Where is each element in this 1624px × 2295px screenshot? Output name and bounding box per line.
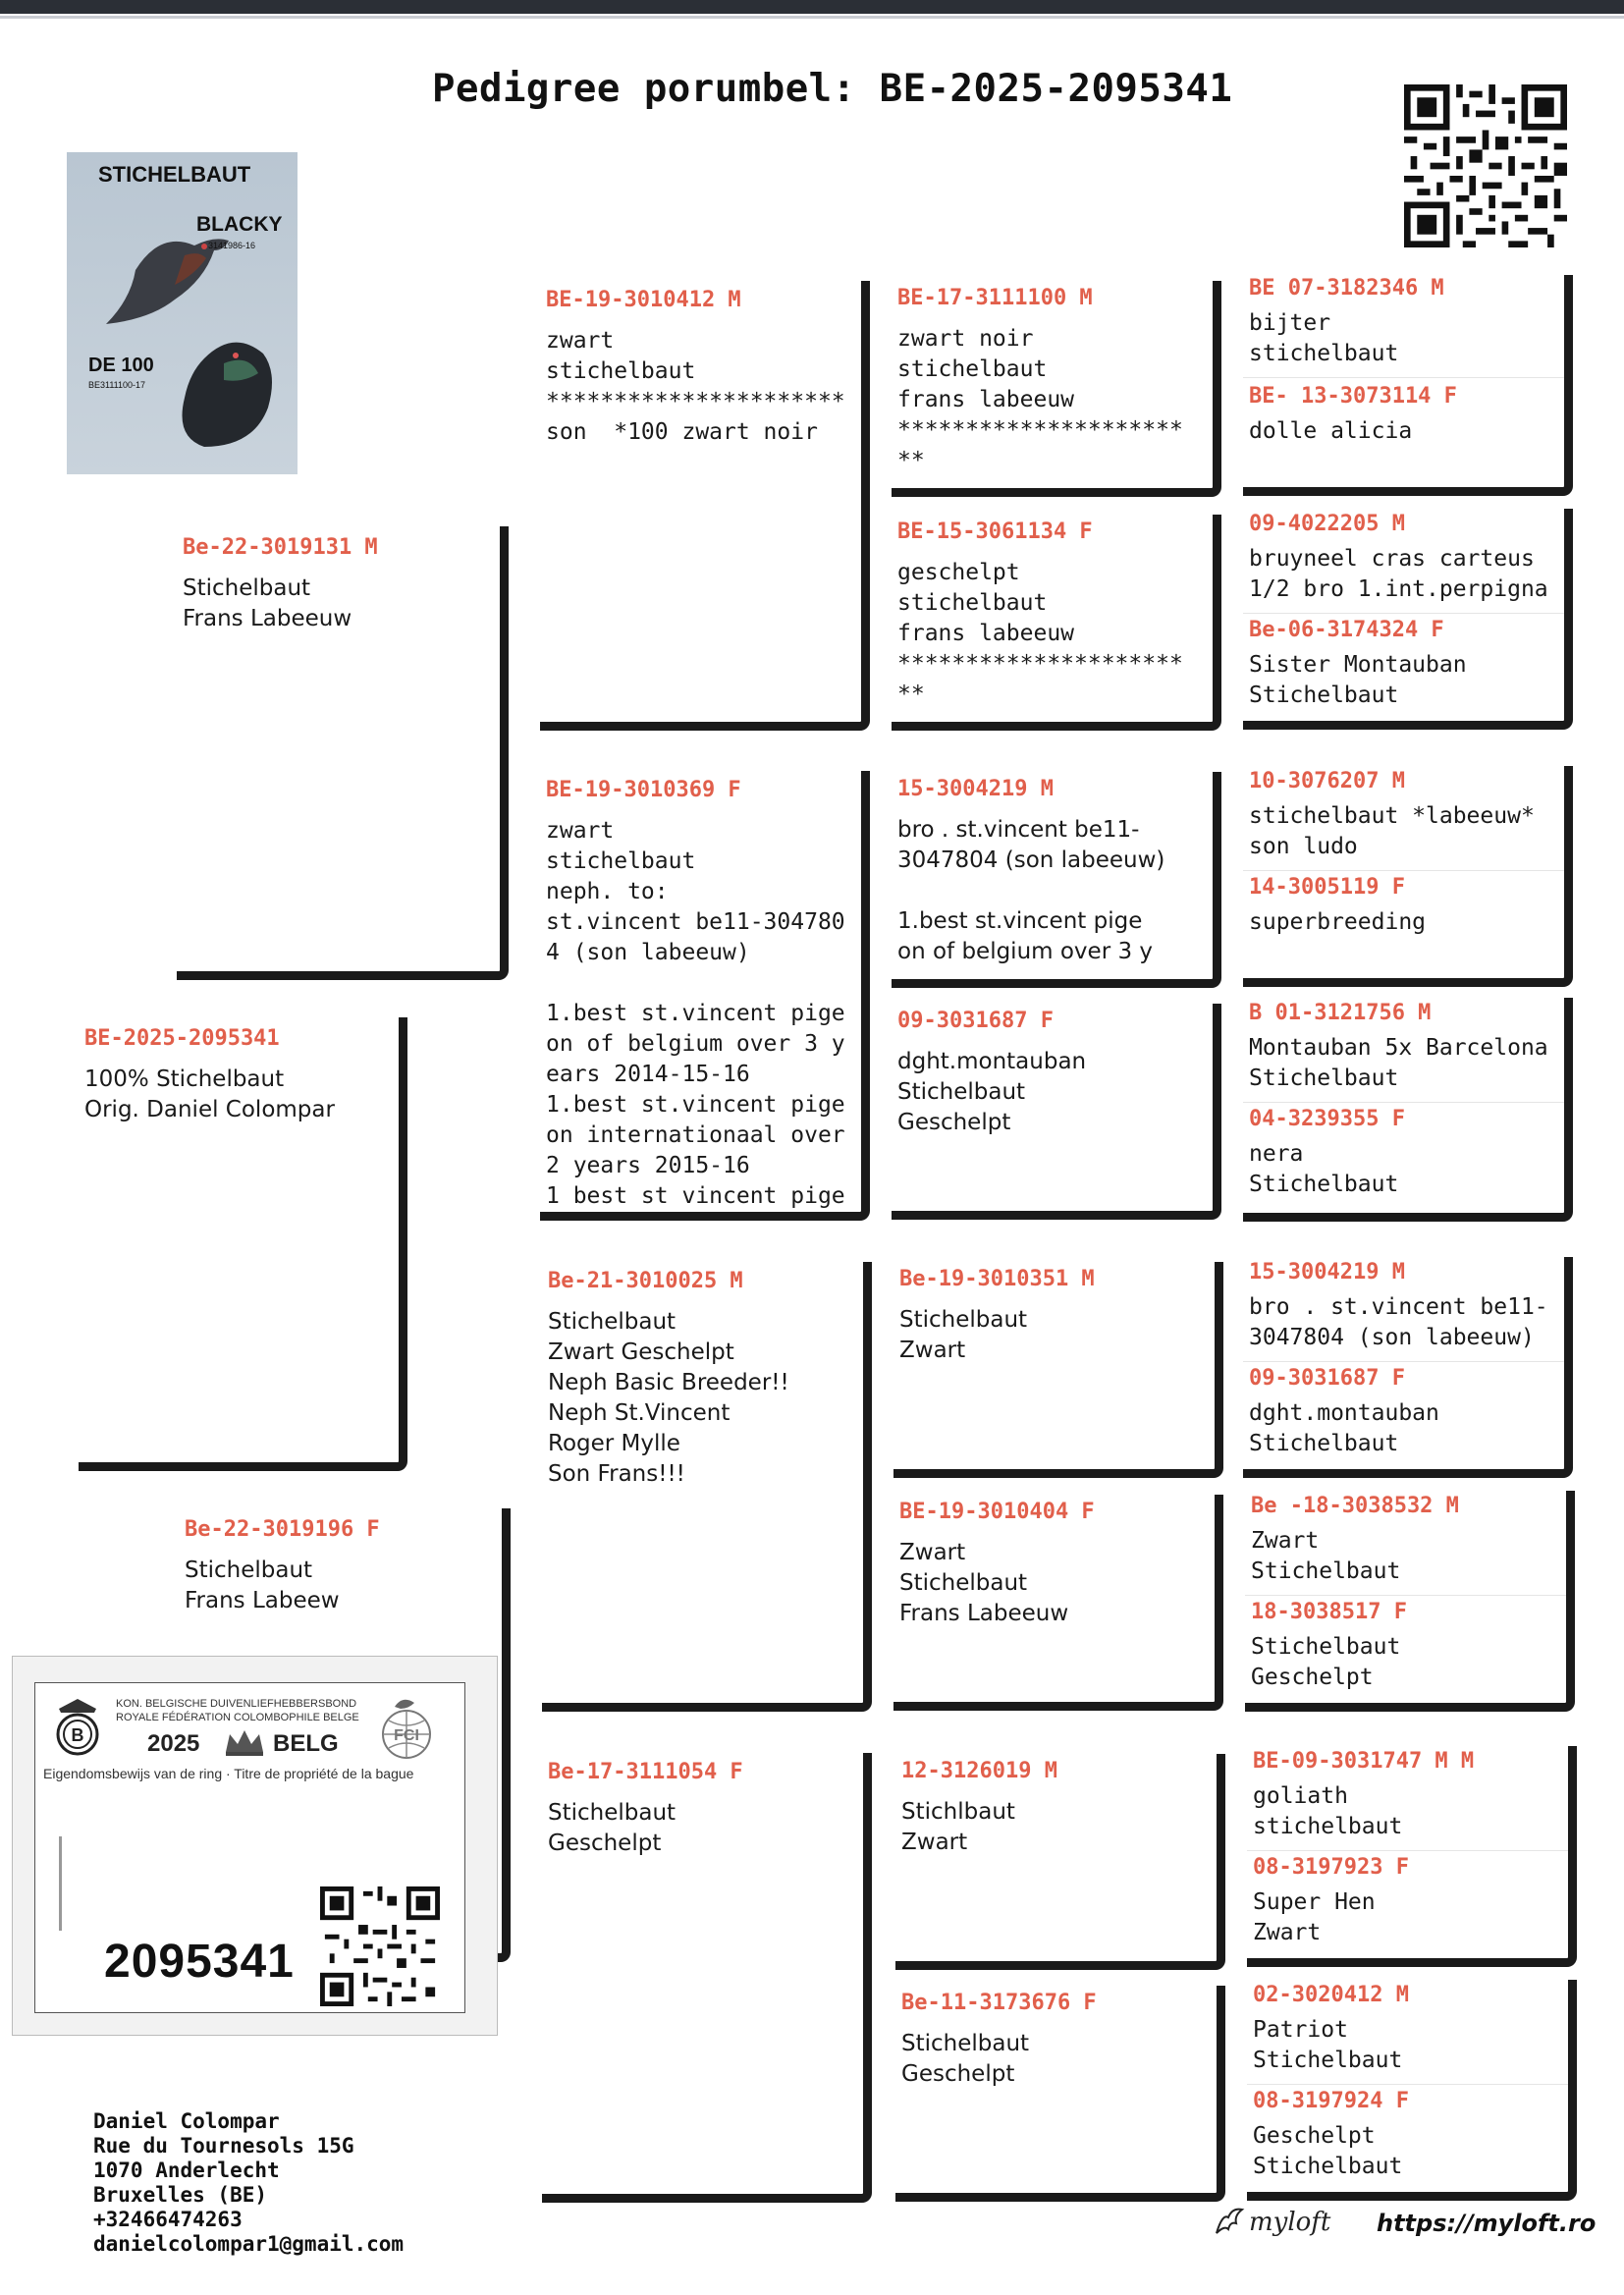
gggp-box-7 [1247,1746,1577,1967]
grandparent-box-2 [540,771,870,1221]
card-year: 2025 [147,1730,200,1757]
ggp-text-3: bro . st.vincent be11- 3047804 (son labeeuw) 1.best st.vincent pige on of belgium over 3 y [897,817,1165,964]
gggp-sire-ring-5: 15-3004219 M [1249,1260,1405,1284]
gggp-box-8 [1247,1980,1577,2201]
gggp-sire-ring-2: 09-4022205 M [1249,512,1405,536]
gggp-sire-text-1: bijter stichelbaut [1249,310,1399,366]
ggp-ring-7: 12-3126019 M [901,1759,1057,1783]
sire-ring: Be-22-3019131 M [183,535,378,560]
gggp-sire-text-8: Patriot Stichelbaut [1253,2017,1403,2073]
gggp-sire-ring-1: BE 07-3182346 M [1249,276,1444,301]
gggp-box-4 [1243,998,1573,1222]
footer-brand: myloft [1249,2208,1331,2237]
ring-ownership-card [12,1656,498,2036]
ggp-text-7: Stichlbaut Zwart [901,1799,1015,1855]
ring-card-inner [34,1682,465,2013]
photo-loft-name: STICHELBAUT [98,162,251,187]
grandparent-ring-1: BE-19-3010412 M [546,288,741,312]
svg-text:FCI: FCI [394,1727,419,1744]
subject-ring: BE-2025-2095341 [84,1026,280,1051]
grandparent-text-1: zwart stichelbaut ********************** son *100 zwart noir [546,328,845,445]
grandparent-ring-4: Be-17-3111054 F [548,1760,743,1784]
gggp-sire-ring-6: Be -18-3038532 M [1251,1494,1459,1518]
gggp-dam-ring-4: 04-3239355 F [1249,1107,1405,1131]
gggp-dam-text-6: Stichelbaut Geschelpt [1251,1634,1401,1690]
sire-box [177,526,509,980]
ggp-box-4 [892,1004,1221,1220]
myloft-bird-icon [1213,2204,1246,2239]
gggp-dam-text-7: Super Hen Zwart [1253,1889,1376,1945]
photo-pigeon-name: BLACKY [196,213,283,236]
gggp-sire-text-5: bro . st.vincent be11- 3047804 (son labeeuw) [1249,1294,1548,1350]
gggp-dam-ring-2: Be-06-3174324 F [1249,618,1444,642]
dam-text: Stichelbaut Frans Labeew [185,1557,340,1613]
ggp-text-2: geschelpt stichelbaut frans labeeuw ********************* ** [897,560,1183,707]
ggp-box-8 [895,1986,1225,2202]
grandparent-text-4: Stichelbaut Geschelpt [548,1800,677,1856]
ggp-ring-5: Be-19-3010351 M [899,1267,1095,1291]
sire-text: Stichelbaut Frans Labeeuw [183,575,352,631]
svg-text:B: B [71,1725,84,1745]
scan-top-edge [0,0,1624,14]
grandparent-ring-3: Be-21-3010025 M [548,1269,743,1293]
subject-box [79,1017,407,1471]
gggp-dam-text-4: nera Stichelbaut [1249,1141,1399,1197]
grandparent-text-3: Stichelbaut Zwart Geschelpt Neph Basic Breeder!! Neph St.Vincent Roger Mylle Son Frans!!! [548,1309,789,1487]
ggp-text-4: dght.montauban Stichelbaut Geschelpt [897,1049,1087,1135]
scan-top-line [0,16,1624,19]
grandparent-ring-2: BE-19-3010369 F [546,778,741,802]
grandparent-box-4 [542,1753,872,2203]
gggp-dam-text-8: Geschelpt Stichelbaut [1253,2123,1403,2179]
pigeon-illustration [67,152,298,474]
ggp-text-6: Zwart Stichelbaut Frans Labeeuw [899,1540,1069,1626]
card-country: BELG [273,1730,339,1757]
ggp-box-3 [892,772,1221,988]
gggp-box-2 [1243,509,1573,730]
ggp-ring-8: Be-11-3173676 F [901,1991,1097,2015]
pigeon-photo [67,152,298,474]
photo-label: DE 100 [88,355,154,376]
gggp-box-1 [1243,275,1573,496]
fci-logo-icon [359,1693,454,1762]
gggp-sire-ring-8: 02-3020412 M [1253,1983,1409,2007]
ggp-ring-1: BE-17-3111100 M [897,286,1093,310]
ggp-box-1 [892,281,1221,497]
grandparent-text-2: zwart stichelbaut neph. to: st.vincent be11-304780 4 (son labeeuw) 1.best st.vincent pige on of belgium over 3 y ears 2014-15-16 1.best st.vincent pige on internationaal over 2 years 2015-16 1 best st vincent pige [546,818,845,1209]
gggp-dam-text-3: superbreeding [1249,909,1427,935]
card-ownership-text: Eigendomsbewijs van de ring · Titre de propriété de la bague [43,1766,414,1781]
gggp-sire-text-3: stichelbaut *labeeuw* son ludo [1249,803,1535,859]
ggp-text-8: Stichelbaut Geschelpt [901,2031,1030,2087]
gggp-sire-text-2: bruyneel cras carteus 1/2 bro 1.int.perpigna [1249,546,1548,602]
gggp-dam-ring-6: 18-3038517 F [1251,1600,1407,1624]
crown-icon [222,1726,267,1758]
gggp-sire-ring-3: 10-3076207 M [1249,769,1405,793]
grandparent-box-3 [542,1262,872,1712]
ggp-box-7 [895,1754,1225,1970]
ggp-box-2 [892,515,1221,731]
ggp-ring-6: BE-19-3010404 F [899,1500,1095,1524]
gggp-box-5 [1243,1257,1573,1478]
page-title: Pedigree porumbel: BE-2025-2095341 [432,67,1233,111]
ggp-ring-2: BE-15-3061134 F [897,519,1093,544]
card-pin-slot [59,1836,62,1931]
photo-ring-1: 3141986-16 [208,241,256,250]
ggp-text-1: zwart noir stichelbaut frans labeeuw ********************* ** [897,326,1183,473]
subject-text: 100% Stichelbaut Orig. Daniel Colompar [84,1066,335,1122]
qr-code [1404,84,1567,247]
dam-ring: Be-22-3019196 F [185,1517,380,1542]
card-ring-number: 2095341 [104,1936,295,1988]
footer-url[interactable]: https://myloft.ro [1377,2210,1597,2237]
gggp-dam-ring-8: 08-3197924 F [1253,2089,1409,2113]
ggp-box-5 [893,1262,1223,1478]
federation-logo-icon [51,1695,104,1760]
ggp-box-6 [893,1495,1223,1711]
gggp-dam-ring-5: 09-3031687 F [1249,1366,1405,1391]
gggp-sire-ring-7: BE-09-3031747 M M [1253,1749,1475,1774]
gggp-dam-text-1: dolle alicia [1249,418,1413,444]
gggp-dam-ring-7: 08-3197923 F [1253,1855,1409,1880]
photo-ring-2: BE3111100-17 [88,380,146,390]
gggp-box-3 [1243,766,1573,987]
gggp-sire-ring-4: B 01-3121756 M [1249,1001,1432,1025]
gggp-dam-ring-1: BE- 13-3073114 F [1249,384,1457,409]
ggp-ring-3: 15-3004219 M [897,777,1054,801]
gggp-sire-text-6: Zwart Stichelbaut [1251,1528,1401,1584]
gggp-dam-ring-3: 14-3005119 F [1249,875,1405,900]
gggp-dam-text-2: Sister Montauban Stichelbaut [1249,652,1467,708]
owner-contact: Daniel Colompar Rue du Tournesols 15G 1070 Anderlecht Bruxelles (BE) +32466474263 danielcolompar1@gmail.com [93,2109,405,2256]
gggp-sire-text-4: Montauban 5x Barcelona Stichelbaut [1249,1035,1548,1091]
grandparent-box-1 [540,281,870,731]
gggp-sire-text-7: goliath stichelbaut [1253,1783,1403,1839]
ggp-ring-4: 09-3031687 F [897,1009,1054,1033]
card-qr-code [320,1886,440,2006]
gggp-box-6 [1245,1491,1575,1712]
gggp-dam-text-5: dght.montauban Stichelbaut [1249,1400,1439,1456]
ggp-text-5: Stichelbaut Zwart [899,1307,1028,1363]
card-federation: KON. BELGISCHE DUIVENLIEFHEBBERSBOND ROYALE FÉDÉRATION COLOMBOPHILE BELGE [116,1698,359,1723]
